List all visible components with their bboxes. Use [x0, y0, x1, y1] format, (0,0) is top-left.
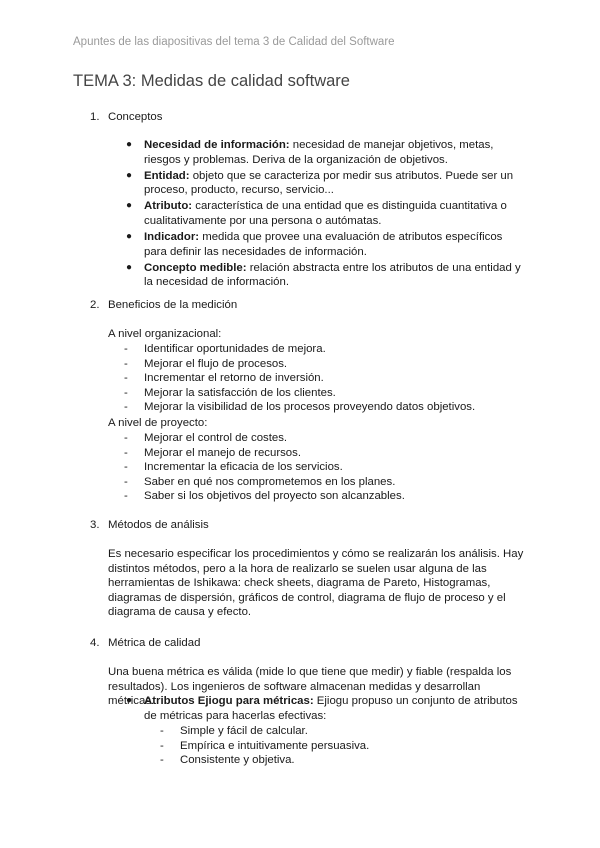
section-3-heading	[90, 518, 209, 533]
section-1-heading	[90, 110, 162, 125]
section-number: 1.	[90, 111, 100, 123]
section-title: Conceptos	[108, 111, 163, 123]
term: Concepto medible:	[144, 261, 247, 274]
section-title: Métrica de calidad	[108, 637, 201, 649]
definition: característica de una entidad que es distinguida cuantitativa o cualitativamente por una persona o autómatas.	[144, 200, 507, 227]
term: Entidad:	[144, 169, 190, 182]
list-item: - Mejorar el flujo de procesos.	[144, 357, 544, 372]
list-item: - Mejorar la satisfacción de los clientes.	[144, 386, 544, 401]
page-header: Apuntes de las diapositivas del tema 3 de Calidad del Software	[73, 36, 395, 48]
project-level-label: A nivel de proyecto:	[108, 417, 208, 429]
list-item: - Consistente y objetiva.	[180, 753, 540, 768]
list-item: - Saber en qué nos comprometemos en los planes.	[144, 475, 544, 490]
list-item	[144, 169, 526, 198]
list-item	[144, 138, 526, 167]
list-item: - Empírica e intuitivamente persuasiva.	[180, 739, 540, 754]
section-number: 2.	[90, 299, 100, 311]
list-item	[144, 199, 526, 228]
term: Atributos Ejiogu para métricas:	[144, 695, 314, 707]
org-level-label: A nivel organizacional:	[108, 328, 222, 340]
list-item: - Mejorar el control de costes.	[144, 431, 544, 446]
list-item: - Saber si los objetivos del proyecto son alcanzables.	[144, 489, 544, 504]
section-title: Beneficios de la medición	[108, 299, 238, 311]
document-title: TEMA 3: Medidas de calidad software	[73, 72, 350, 90]
ejiogu-list	[144, 694, 530, 725]
definition: necesidad de manejar objetivos, metas, riesgos y problemas. Deriva de la organización de objetivos.	[144, 139, 494, 166]
list-item	[144, 230, 526, 259]
definition: relación abstracta entre los atributos de una entidad y la necesidad de información.	[144, 261, 521, 289]
section-4-heading	[90, 636, 200, 651]
term: Necesidad de información:	[144, 139, 290, 151]
project-benefits-list	[144, 431, 544, 504]
concepts-list	[144, 138, 526, 291]
definition: objeto que se caracteriza por medir sus atributos. Puede ser un proceso, producto, recurso, servicio...	[144, 169, 514, 197]
list-item	[144, 694, 530, 723]
ejiogu-attributes-list	[180, 724, 540, 768]
list-item: - Simple y fácil de calcular.	[180, 724, 540, 739]
section-2-heading	[90, 298, 237, 313]
analysis-paragraph: Es necesario especificar los procedimientos y cómo se realizarán los análisis. Hay distintos métodos, pero a la hora de realizarlo se suelen usar alguna de las herramientas de Ishikawa: check sheets, diagrama de Pareto, Histogramas, diagramas de dispersión, gráficos de control, diagrama de flujo de proceso y el diagrama de causa y efecto.	[108, 548, 524, 619]
definition: Ejiogu propuso un conjunto de atributos de métricas para hacerlas efectivas:	[144, 695, 518, 722]
section-number: 3.	[90, 519, 100, 531]
list-item: - Mejorar la visibilidad de los procesos proveyendo datos objetivos.	[144, 400, 544, 415]
list-item: - Identificar oportunidades de mejora.	[144, 342, 544, 357]
term: Indicador:	[144, 231, 200, 244]
section-title: Métodos de análisis	[108, 519, 209, 531]
section-number: 4.	[90, 637, 100, 649]
definition: medida que provee una evaluación de atributos específicos para definir las necesidades de información.	[144, 231, 503, 258]
list-item: - Incrementar la eficacia de los servicios.	[144, 460, 544, 475]
term: Atributo:	[144, 200, 193, 213]
list-item: - Mejorar el manejo de recursos.	[144, 446, 544, 461]
org-benefits-list	[144, 342, 544, 415]
metric-paragraph: Una buena métrica es válida (mide lo que tiene que medir) y fiable (respalda los resultados). Los ingenieros de software almacenan medidas y desarrollan métricas.	[108, 666, 512, 708]
list-item: - Incrementar el retorno de inversión.	[144, 371, 544, 386]
list-item	[144, 261, 526, 290]
